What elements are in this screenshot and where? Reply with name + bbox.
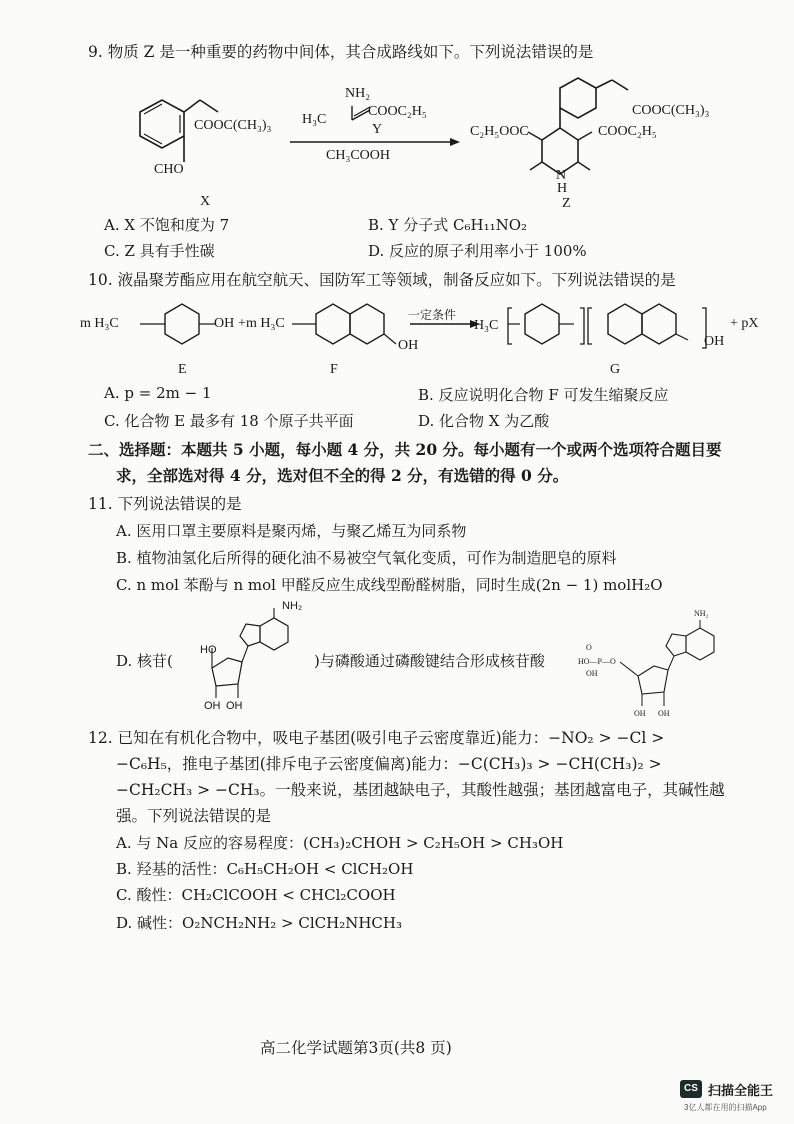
q9-option-b: B. Y 分子式 C₆H₁₁NO₂ (368, 216, 528, 234)
x-cho-label: CHO (154, 162, 184, 177)
watermark-title: 扫描全能王 (708, 1083, 774, 1098)
f-label: F (330, 362, 338, 377)
z-label: Z (562, 196, 571, 211)
q12-option-d: D. 碱性：O₂NCH₂NH₂ > ClCH₂NHCH₃ (116, 914, 402, 932)
q11-option-d-suffix: )与磷酸通过磷酸键结合形成核苷酸 (314, 652, 545, 670)
q9-option-d: D. 反应的原子利用率小于 100% (368, 242, 587, 260)
section2-instructions-line1: 二、选择题：本题共 5 小题，每小题 4 分，共 20 分。每小题有一个或两个选项符合题目要 (88, 440, 722, 459)
nucleoside-oh-label-2: OH (226, 700, 243, 712)
reagent-label: CH₃COOH (326, 148, 390, 163)
page-footer: 高二化学试题第3页(共8 页) (260, 1039, 452, 1057)
nucleoside-nh2-label: NH₂ (282, 600, 303, 612)
z-n-label: N (556, 168, 567, 183)
watermark-subtitle: 3亿人都在用的扫描App (684, 1103, 767, 1112)
y-label: Y (372, 122, 383, 137)
svg-text:HO—P—O: HO—P—O (578, 657, 616, 666)
e-label: E (178, 362, 187, 377)
px-label: + pX (730, 316, 759, 331)
z-right-ester-label: COOC₂H₅ (598, 124, 657, 139)
q10-option-a: A. p = 2m − 1 (104, 384, 212, 402)
section2-instructions-line2: 求，全部选对得 4 分，选对但不全的得 2 分，有选错的得 0 分。 (116, 466, 569, 485)
g-label: G (610, 362, 621, 377)
q11-option-c: C. n mol 苯酚与 n mol 甲醛反应生成线型酚醛树脂，同时生成(2n − 1) molH₂O (116, 576, 663, 594)
f-mh3c-label: m H₃C (246, 316, 285, 331)
z-ester-label: COOC(CH₃)₃ (632, 103, 710, 118)
q12-stem-line3: −CH₂CH₃ > −CH₃。一般来说，基团越缺电子，其酸性越强；基团越富电子，其碱性越 (116, 781, 725, 799)
x-ester-label: COOC(CH₃)₃ (194, 118, 272, 133)
g-h3c-label: H₃C (474, 318, 499, 333)
z-h-label: H (557, 181, 568, 196)
q12-option-c: C. 酸性：CH₂ClCOOH < CHCl₂COOH (116, 886, 396, 904)
q11-option-a: A. 医用口罩主要原料是聚丙烯，与聚乙烯互为同系物 (116, 522, 467, 540)
svg-text:O: O (586, 643, 592, 652)
svg-text:OH: OH (586, 669, 598, 678)
q12-option-a: A. 与 Na 反应的容易程度：(CH₃)₂CHOH > C₂H₅OH > CH₃OH (116, 834, 564, 852)
g-oh-label: OH (704, 334, 725, 349)
q9-option-a: A. X 不饱和度为 7 (104, 216, 230, 234)
reaction-condition: 一定条件 (408, 308, 457, 322)
q12-stem-line4: 强。下列说法错误的是 (116, 807, 272, 825)
q9-reaction-arrow (290, 138, 460, 148)
nucleotide-structure (576, 609, 736, 720)
y-nh2-label: NH₂ (345, 86, 371, 101)
q12-option-b: B. 羟基的活性：C₆H₅CH₂OH < ClCH₂OH (116, 860, 414, 878)
f-oh-label: OH (398, 338, 419, 353)
nucleoside-oh-label-1: OH (204, 700, 221, 712)
y-ester-label: COOC₂H₅ (368, 104, 427, 119)
q12-stem-line2: −C₆H₅，推电子基团(排斥电子云密度偏离)能力：−C(CH₃)₃ > −CH(CH₃)₂ > (116, 755, 662, 773)
q10-option-b: B. 反应说明化合物 F 可发生缩聚反应 (418, 386, 669, 404)
y-h3c-label: H₃C (302, 112, 327, 127)
e-mh3c-label: m H₃C (80, 316, 119, 331)
q12-stem-line1: 12. 已知在有机化合物中，吸电子基团(吸引电子云密度靠近)能力：−NO₂ > −Cl > (88, 729, 665, 747)
nucleoside-ho-label: HO (200, 644, 217, 656)
q10-option-c: C. 化合物 E 最多有 18 个原子共平面 (104, 412, 354, 430)
camscanner-logo: CS (680, 1080, 702, 1098)
x-label: X (200, 194, 211, 209)
svg-text:OH: OH (634, 709, 646, 718)
q11-option-b: B. 植物油氢化后所得的硬化油不易被空气氧化变质，可作为制造肥皂的原料 (116, 549, 617, 567)
q9-stem: 9. 物质 Z 是一种重要的药物中间体，其合成路线如下。下列说法错误的是 (88, 43, 594, 61)
q9-option-c: C. Z 具有手性碳 (104, 242, 215, 260)
svg-text:NH₂: NH₂ (694, 609, 709, 618)
q11-option-d-prefix: D. 核苷( (116, 652, 173, 670)
z-left-ester-label: C₂H₅OOC (470, 124, 529, 139)
q10-option-d: D. 化合物 X 为乙酸 (418, 412, 550, 430)
svg-text:OH: OH (658, 709, 670, 718)
q11-stem: 11. 下列说法错误的是 (88, 495, 242, 513)
q10-stem: 10. 液晶聚芳酯应用在航空航天、国防军工等领域，制备反应如下。下列说法错误的是 (88, 271, 676, 289)
e-oh-label: OH (214, 316, 235, 331)
plus-sign: + (238, 316, 246, 331)
